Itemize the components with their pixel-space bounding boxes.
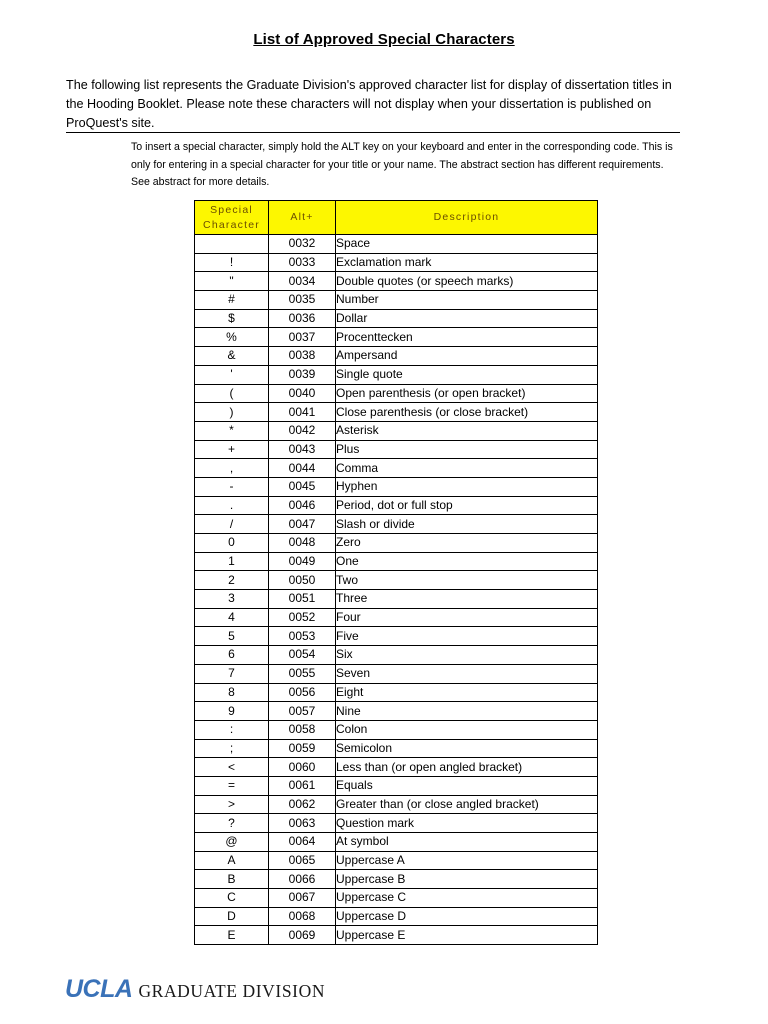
cell-character: E <box>195 926 269 945</box>
cell-character: 6 <box>195 646 269 665</box>
table-row <box>195 646 598 665</box>
cell-alt-code: 0062 <box>269 795 336 814</box>
table-row <box>195 253 598 272</box>
cell-character: : <box>195 720 269 739</box>
table-row <box>195 627 598 646</box>
cell-character: 9 <box>195 702 269 721</box>
table-row <box>195 534 598 553</box>
cell-alt-code: 0048 <box>269 534 336 553</box>
cell-alt-code: 0053 <box>269 627 336 646</box>
cell-alt-code: 0043 <box>269 440 336 459</box>
cell-character: ; <box>195 739 269 758</box>
table-row <box>195 889 598 908</box>
cell-description: Six <box>336 646 598 665</box>
cell-character: - <box>195 477 269 496</box>
cell-alt-code: 0059 <box>269 739 336 758</box>
cell-description: Comma <box>336 459 598 478</box>
cell-description: Three <box>336 590 598 609</box>
table-row <box>195 702 598 721</box>
table-row <box>195 907 598 926</box>
table-row <box>195 496 598 515</box>
cell-alt-code: 0045 <box>269 477 336 496</box>
header-special-character-line1: Special <box>210 203 253 216</box>
cell-character: = <box>195 776 269 795</box>
table-row <box>195 739 598 758</box>
table-row <box>195 795 598 814</box>
cell-alt-code: 0061 <box>269 776 336 795</box>
table-row <box>195 384 598 403</box>
special-characters-table <box>194 200 598 945</box>
cell-alt-code: 0063 <box>269 814 336 833</box>
table-row <box>195 608 598 627</box>
cell-description: Greater than (or close angled bracket) <box>336 795 598 814</box>
cell-alt-code: 0051 <box>269 590 336 609</box>
cell-character: + <box>195 440 269 459</box>
cell-alt-code: 0037 <box>269 328 336 347</box>
cell-description: Number <box>336 291 598 310</box>
cell-description: Two <box>336 571 598 590</box>
cell-description: Uppercase B <box>336 870 598 889</box>
cell-alt-code: 0058 <box>269 720 336 739</box>
cell-character: 3 <box>195 590 269 609</box>
cell-alt-code: 0033 <box>269 253 336 272</box>
cell-alt-code: 0047 <box>269 515 336 534</box>
header-description: Description <box>336 201 598 235</box>
cell-alt-code: 0046 <box>269 496 336 515</box>
cell-description: Space <box>336 235 598 254</box>
cell-alt-code: 0041 <box>269 403 336 422</box>
cell-description: Procenttecken <box>336 328 598 347</box>
cell-character: 8 <box>195 683 269 702</box>
intro-paragraph: The following list represents the Graduate Division's approved character list for display of dissertation titles in the Hooding Booklet. Please note these characters will not display when your dissertation is published on ProQuest's site. <box>66 78 672 130</box>
cell-alt-code: 0039 <box>269 365 336 384</box>
cell-description: Slash or divide <box>336 515 598 534</box>
cell-alt-code: 0065 <box>269 851 336 870</box>
cell-character: B <box>195 870 269 889</box>
table-row <box>195 347 598 366</box>
table-row <box>195 309 598 328</box>
cell-description: Question mark <box>336 814 598 833</box>
cell-alt-code: 0038 <box>269 347 336 366</box>
cell-character: < <box>195 758 269 777</box>
table-row <box>195 440 598 459</box>
cell-character: $ <box>195 309 269 328</box>
cell-alt-code: 0042 <box>269 421 336 440</box>
table-body <box>195 235 598 945</box>
cell-alt-code: 0032 <box>269 235 336 254</box>
cell-alt-code: 0056 <box>269 683 336 702</box>
cell-alt-code: 0069 <box>269 926 336 945</box>
table-row <box>195 833 598 852</box>
cell-character: " <box>195 272 269 291</box>
cell-description: Single quote <box>336 365 598 384</box>
divider <box>66 132 680 133</box>
cell-alt-code: 0060 <box>269 758 336 777</box>
cell-character: A <box>195 851 269 870</box>
table-row <box>195 365 598 384</box>
table-row <box>195 328 598 347</box>
cell-alt-code: 0034 <box>269 272 336 291</box>
cell-description: Close parenthesis (or close bracket) <box>336 403 598 422</box>
cell-description: Eight <box>336 683 598 702</box>
table-row <box>195 814 598 833</box>
cell-alt-code: 0068 <box>269 907 336 926</box>
cell-description: Asterisk <box>336 421 598 440</box>
cell-description: Dollar <box>336 309 598 328</box>
cell-alt-code: 0066 <box>269 870 336 889</box>
table-row <box>195 664 598 683</box>
cell-description: Open parenthesis (or open bracket) <box>336 384 598 403</box>
cell-alt-code: 0055 <box>269 664 336 683</box>
table-row <box>195 590 598 609</box>
logo-graduate-division-text: GRADUATE DIVISION <box>138 981 326 1001</box>
cell-description: Four <box>336 608 598 627</box>
cell-character: , <box>195 459 269 478</box>
table-row <box>195 477 598 496</box>
cell-description: Uppercase E <box>336 926 598 945</box>
cell-character: > <box>195 795 269 814</box>
cell-description: At symbol <box>336 833 598 852</box>
cell-description: Uppercase C <box>336 889 598 908</box>
page-title: List of Approved Special Characters <box>253 31 515 48</box>
cell-description: Equals <box>336 776 598 795</box>
cell-character: ' <box>195 365 269 384</box>
cell-character: ? <box>195 814 269 833</box>
cell-character: ( <box>195 384 269 403</box>
table-row <box>195 926 598 945</box>
table-row <box>195 758 598 777</box>
logo-ucla-wordmark: UCLA <box>65 975 133 1003</box>
table-row <box>195 272 598 291</box>
header-alt-code: Alt+ <box>269 201 336 235</box>
cell-character: / <box>195 515 269 534</box>
table-row <box>195 515 598 534</box>
cell-description: Zero <box>336 534 598 553</box>
cell-alt-code: 0052 <box>269 608 336 627</box>
cell-description: Nine <box>336 702 598 721</box>
cell-description: Double quotes (or speech marks) <box>336 272 598 291</box>
cell-character <box>195 235 269 254</box>
cell-character: 1 <box>195 552 269 571</box>
cell-description: Colon <box>336 720 598 739</box>
table-row <box>195 851 598 870</box>
cell-character: 7 <box>195 664 269 683</box>
table-row <box>195 571 598 590</box>
cell-alt-code: 0036 <box>269 309 336 328</box>
cell-character: 5 <box>195 627 269 646</box>
cell-description: Exclamation mark <box>336 253 598 272</box>
cell-alt-code: 0035 <box>269 291 336 310</box>
cell-character: * <box>195 421 269 440</box>
cell-alt-code: 0044 <box>269 459 336 478</box>
table-row <box>195 720 598 739</box>
table-row <box>195 421 598 440</box>
cell-character: 4 <box>195 608 269 627</box>
cell-alt-code: 0057 <box>269 702 336 721</box>
table-row <box>195 870 598 889</box>
cell-description: Semicolon <box>336 739 598 758</box>
cell-alt-code: 0050 <box>269 571 336 590</box>
cell-description: Uppercase D <box>336 907 598 926</box>
table-row <box>195 459 598 478</box>
cell-description: Uppercase A <box>336 851 598 870</box>
cell-description: One <box>336 552 598 571</box>
cell-description: Ampersand <box>336 347 598 366</box>
cell-character: ! <box>195 253 269 272</box>
cell-character: 0 <box>195 534 269 553</box>
cell-description: Period, dot or full stop <box>336 496 598 515</box>
cell-alt-code: 0040 <box>269 384 336 403</box>
cell-description: Hyphen <box>336 477 598 496</box>
ucla-graduate-division-logo <box>65 975 325 1004</box>
cell-character: % <box>195 328 269 347</box>
cell-character: . <box>195 496 269 515</box>
instruction-note: To insert a special character, simply hold the ALT key on your keyboard and enter in the corresponding code. This is only for entering in a special character for your title or your name. The abstract section has different requirements. See abstract for more details. <box>131 141 673 188</box>
cell-alt-code: 0054 <box>269 646 336 665</box>
table-row <box>195 403 598 422</box>
cell-alt-code: 0049 <box>269 552 336 571</box>
table-row <box>195 776 598 795</box>
cell-description: Plus <box>336 440 598 459</box>
cell-description: Seven <box>336 664 598 683</box>
table-row <box>195 291 598 310</box>
cell-character: D <box>195 907 269 926</box>
cell-character: # <box>195 291 269 310</box>
header-special-character <box>195 201 269 235</box>
table-row <box>195 683 598 702</box>
cell-character: & <box>195 347 269 366</box>
cell-alt-code: 0064 <box>269 833 336 852</box>
cell-character: 2 <box>195 571 269 590</box>
cell-character: @ <box>195 833 269 852</box>
cell-description: Less than (or open angled bracket) <box>336 758 598 777</box>
cell-character: ) <box>195 403 269 422</box>
cell-character: C <box>195 889 269 908</box>
cell-description: Five <box>336 627 598 646</box>
table-row <box>195 552 598 571</box>
cell-alt-code: 0067 <box>269 889 336 908</box>
header-special-character-line2: Character <box>203 218 260 231</box>
table-header-row <box>195 201 598 235</box>
table-row <box>195 235 598 254</box>
